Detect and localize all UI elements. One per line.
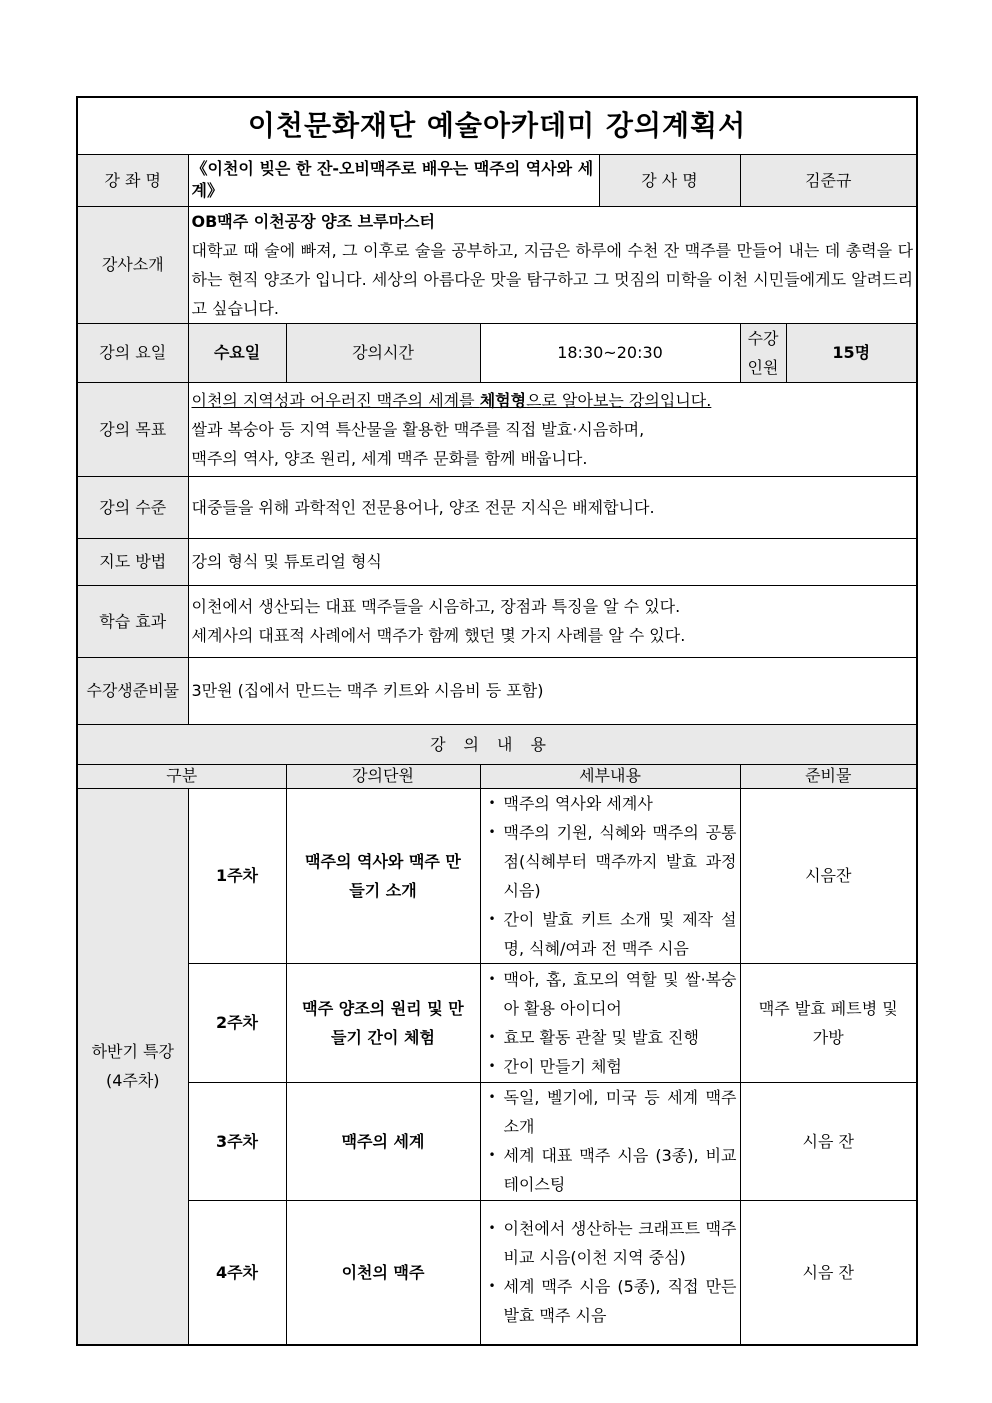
instructor-intro-label: 강사소개 — [77, 206, 188, 323]
goal-line-3: 맥주의 역사, 양조 원리, 세계 맥주 문화를 함께 배웁니다. — [191, 448, 588, 468]
goal-line-1 — [192, 386, 914, 415]
unit-title: 맥주의 세계 — [286, 1082, 480, 1200]
header-materials: 준비물 — [740, 764, 917, 788]
unit-title: 이천의 맥주 — [286, 1200, 480, 1345]
lecture-time: 18:30~20:30 — [480, 323, 740, 382]
course-name-label: 강 좌 명 — [77, 154, 188, 206]
teaching-method: 강의 형식 및 튜토리얼 형식 — [188, 538, 917, 585]
detail-item: • 맥주의 역사와 세계사 — [484, 789, 737, 818]
goal-line-1-emphasis: 체험형 — [479, 390, 527, 410]
week-materials: 맥주 발효 페트병 및 가방 — [740, 963, 917, 1082]
course-name: 《이천이 빚은 한 잔-오비맥주로 배우는 맥주의 역사와 세계》 — [188, 154, 599, 206]
instructor-label: 강 사 명 — [599, 154, 740, 206]
term-label: 하반기 특강 (4주차) — [77, 788, 188, 1345]
detail-item: • 이천에서 생산하는 크래프트 맥주 비교 시음(이천 지역 중심) — [484, 1214, 737, 1272]
prep-label: 수강생준비물 — [77, 657, 188, 724]
unit-title: 맥주 양조의 원리 및 만들기 간이 체험 — [286, 963, 480, 1082]
effect-line-1: 이천에서 생산되는 대표 맥주들을 시음하고, 장점과 특징을 알 수 있다. — [191, 597, 681, 616]
detail-item: • 세계 대표 맥주 시음 (3종), 비교 테이스팅 — [484, 1141, 737, 1199]
instructor-headline: OB맥주 이천공장 양조 브루마스터 — [191, 211, 435, 231]
day-label: 강의 요일 — [77, 323, 188, 382]
goal-line-2: 쌀과 복숭아 등 지역 특산물을 활용한 맥주를 직접 발효·시음하며, — [191, 419, 645, 439]
time-label: 강의시간 — [286, 323, 480, 382]
detail-item: • 맥아, 홉, 효모의 역할 및 쌀·복숭아 활용 아이디어 — [484, 965, 737, 1023]
week-details — [480, 1200, 740, 1345]
document-title: 이천문화재단 예술아카데미 강의계획서 — [77, 97, 917, 154]
goal-line-1-a: 이천의 지역성과 어우러진 맥주의 세계를 — [191, 390, 480, 410]
method-label: 지도 방법 — [77, 538, 188, 585]
detail-item: • 독일, 벨기에, 미국 등 세계 맥주 소개 — [484, 1083, 737, 1141]
lecture-plan-document — [76, 96, 916, 1346]
detail-item: • 맥주의 기원, 식혜와 맥주의 공통점(식혜부터 맥주까지 발효 과정 시음) — [484, 818, 737, 905]
detail-item: • 간이 발효 키트 소개 및 제작 설명, 식혜/여과 전 맥주 시음 — [484, 905, 737, 963]
goal-line-1-c: 으로 알아보는 강의입니다. — [526, 390, 712, 410]
week-details — [480, 1082, 740, 1200]
lecture-plan-table — [76, 96, 918, 1346]
instructor-intro — [188, 206, 917, 323]
header-division: 구분 — [77, 764, 286, 788]
capacity-value: 15명 — [786, 323, 917, 382]
capacity-label: 수강인원 — [740, 323, 786, 382]
week-materials: 시음 잔 — [740, 1082, 917, 1200]
table-row — [77, 1082, 917, 1200]
level-label: 강의 수준 — [77, 476, 188, 538]
content-section-title: 강의내용 — [77, 724, 917, 764]
week-label: 2주차 — [188, 963, 286, 1082]
header-unit: 강의단원 — [286, 764, 480, 788]
lecture-day: 수요일 — [188, 323, 286, 382]
week-label: 1주차 — [188, 788, 286, 963]
week-details — [480, 788, 740, 963]
header-detail: 세부내용 — [480, 764, 740, 788]
week-details — [480, 963, 740, 1082]
table-row — [77, 1200, 917, 1345]
week-label: 4주차 — [188, 1200, 286, 1345]
instructor-intro-text: 대학교 때 술에 빠져, 그 이후로 술을 공부하고, 지금은 하루에 수천 잔 맥주를 만들어 내는 데 총력을 다하는 현직 양조가 입니다. 세상의 아름다운 맛을 탐구하고 그 멋짐의 미학을 이천 시민들에게도 알려드리고 싶습니다. — [191, 240, 914, 318]
week-materials: 시음잔 — [740, 788, 917, 963]
goal-label: 강의 목표 — [77, 382, 188, 476]
learning-effect — [188, 585, 917, 657]
detail-item: • 효모 활동 관찰 및 발효 진행 — [484, 1023, 737, 1052]
lecture-goal — [188, 382, 917, 476]
detail-item: • 간이 만들기 체험 — [484, 1052, 737, 1081]
instructor-name: 김준규 — [740, 154, 917, 206]
week-materials: 시음 잔 — [740, 1200, 917, 1345]
lecture-level: 대중들을 위해 과학적인 전문용어나, 양조 전문 지식은 배제합니다. — [188, 476, 917, 538]
effect-label: 학습 효과 — [77, 585, 188, 657]
detail-item: • 세계 맥주 시음 (5종), 직접 만든 발효 맥주 시음 — [484, 1272, 737, 1330]
week-label: 3주차 — [188, 1082, 286, 1200]
table-row — [77, 788, 917, 963]
effect-line-2: 세계사의 대표적 사례에서 맥주가 함께 했던 몇 가지 사례를 알 수 있다. — [191, 626, 686, 645]
unit-title: 맥주의 역사와 맥주 만들기 소개 — [286, 788, 480, 963]
student-preparation: 3만원 (집에서 만드는 맥주 키트와 시음비 등 포함) — [188, 657, 917, 724]
table-row — [77, 963, 917, 1082]
